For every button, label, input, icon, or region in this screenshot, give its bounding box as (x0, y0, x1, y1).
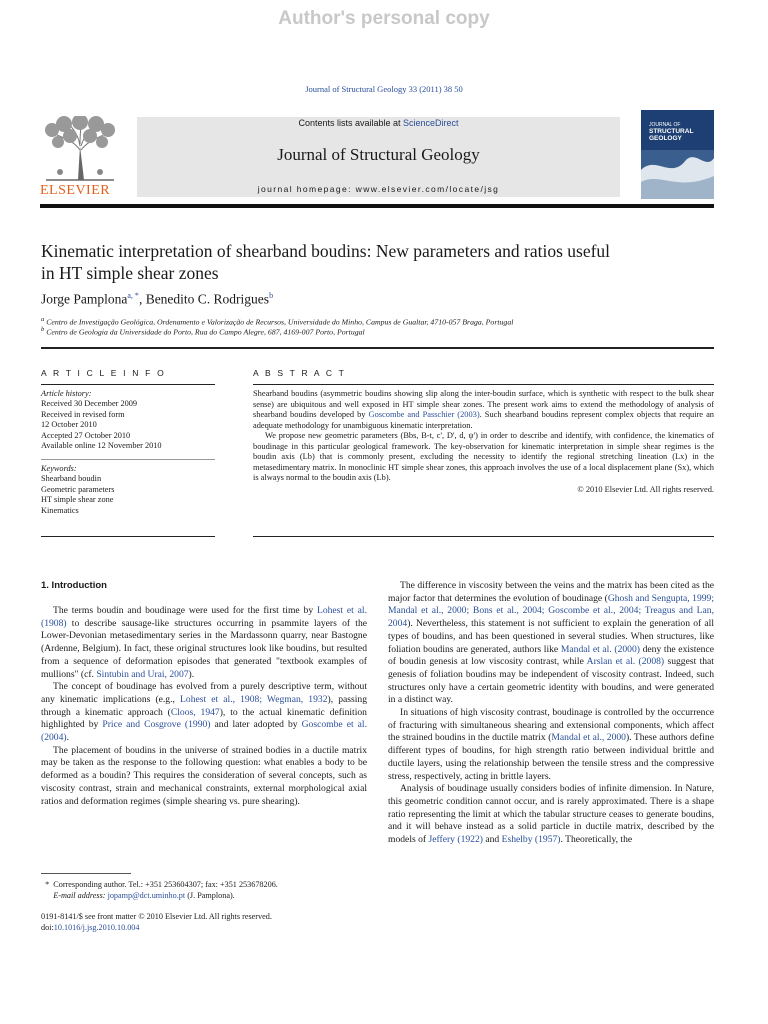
authors (41, 291, 273, 308)
abstract-paragraph-1 (253, 389, 714, 431)
paragraph-text: and later adopted by (210, 719, 302, 731)
history-revised-label: Received in revised form (41, 409, 125, 419)
intro-paragraph (41, 681, 367, 745)
paragraph-text: Analysis of boudinage usually considers bodies of infinite dimension. In Nature, this geometric condition cannot occur, and is rarely approximated. There is a shape ratio representing the limit at which the tabular structure ceases to generate boudins, and it will behave instead as a solid particle in ductile matrix, described by the models of (388, 783, 714, 846)
email-line (41, 890, 367, 901)
journal-name: Journal of Structural Geology (277, 145, 480, 164)
paragraph-text: In situations of high viscosity contrast, boudinage is controlled by the occurrence of fracturing with simultaneous shearing and extensional components, which affect the strained boudins in the ductile matrix ( (388, 707, 714, 744)
contents-line (137, 118, 620, 128)
citation-link[interactable]: Ghosh and Sengupta, 1999; Mandal et al., 2000; Bons et al., 2004; Goscombe et al., 2004; Treagus and Lan, 2004 (388, 592, 714, 630)
keywords-rule (41, 459, 215, 460)
author-2[interactable]: Benedito C. Rodrigues (145, 291, 270, 307)
right-column (388, 580, 714, 847)
abstract-rule (253, 384, 714, 385)
footnote-rule (41, 873, 131, 874)
paragraph-text: and (482, 834, 502, 846)
left-column (41, 605, 367, 808)
paragraph-text: . Theoretically, the (560, 834, 633, 846)
intro-paragraph (41, 745, 367, 809)
affiliation-divider (41, 347, 714, 349)
svg-text:STRUCTURAL: STRUCTURAL (649, 128, 694, 135)
elsevier-tree-logo-icon (40, 116, 120, 182)
footnote (41, 879, 367, 901)
title-line-2: in HT simple shear zones (41, 263, 219, 283)
citation-link[interactable]: Price and Cosgrove (1990) (102, 719, 211, 731)
history-online: Available online 12 November 2010 (41, 441, 162, 451)
svg-text:GEOLOGY: GEOLOGY (649, 135, 682, 142)
affiliation-a (41, 316, 513, 327)
email-link[interactable]: jopamp@dct.uminho.pt (107, 891, 186, 900)
paragraph-text: The concept of boudinage has evolved from a purely descriptive term, without any kinematic implications (e.g., (41, 681, 367, 705)
paragraph-text: ). Nevertheless, this statement is not sufficient to explain the generation of all types of boudins, and has been questioned in several studies. When structures, like foliation boudins are generated, authors like (388, 618, 714, 655)
paragraph-text: suggest that genesis of foliation boudins may be independent of viscosity contrast. Indeed, such structures only have a certain geometric identity with boudins, and were generated in a distinct way. (388, 656, 714, 706)
abstract-paragraph-2: We propose new geometric parameters (Bbs, B-t, c', D', d, ψ') in order to describe and identify, with confidence, the kinematics of boudinage in this particular geological framework. The key-observation for kinematic interpretation in simple shear regimes is the boudin axis (Lb) that is commonly present, excluding the necessity to identify the regional stretching lineation (Lx) in the metasedimentary matrix. In monoclinic HT simple shear zones, this approach involves the use of a local displacement plane (Sx), which is always normal to the boudin axis (Lb). (253, 431, 714, 482)
abstract-body (253, 389, 714, 495)
aff-a-mark: a (41, 316, 45, 323)
citation-link[interactable]: Mandal et al., 2000 (551, 732, 626, 744)
abstract-copyright: © 2010 Elsevier Ltd. All rights reserved. (577, 484, 714, 494)
keywords-label: Keywords: (41, 464, 77, 473)
intro-paragraph (388, 783, 714, 847)
article-title (41, 240, 721, 284)
issn-line: 0191-8141/$ see front matter © 2010 Elsevier Ltd. All rights reserved. (41, 912, 272, 921)
citation-link[interactable]: Jeffery (1922) (428, 834, 483, 846)
citation-link[interactable]: Eshelby (1957) (501, 834, 561, 846)
aff-b-mark: b (41, 326, 45, 333)
author-1[interactable]: Jorge Pamplona (41, 291, 128, 307)
affiliation-b (41, 326, 365, 337)
contents-prefix: Contents lists available at (298, 118, 404, 128)
keywords (41, 464, 215, 516)
introduction-heading: 1. Introduction (41, 580, 107, 591)
article-info-bottom-rule (41, 536, 215, 537)
author-separator: , (138, 291, 146, 307)
intro-paragraph (388, 707, 714, 783)
journal-cover-image (641, 110, 714, 199)
paragraph-text: to describe sausage-like structures occurring in psammite layers of the Lower-Devonian metasedimentary series in the Mardassonn quarry, near Bastogne (Ardenne, Belgium). In fact, these original structures look like boudins, but resulted from a sequence of deformation episodes that generated "textbook examples of mullions" (cf. (41, 617, 367, 680)
doi-line (41, 922, 367, 933)
paragraph-text: ). These authors define different types of boudins, for high strength ratio between individual brittle and ductile layers, using the relationship between the tensile stress and the compressive stress, respectively, acting in brittle layers. (388, 732, 714, 782)
history-accepted: Accepted 27 October 2010 (41, 430, 131, 440)
keyword-item: HT simple shear zone (41, 495, 114, 505)
intro-paragraph (41, 605, 367, 681)
citation-link[interactable]: Lohest et al. (1908) (41, 605, 367, 629)
aff-a-text: Centro de Investigação Geológica, Ordenamento e Valorização de Recursos, Universidade do Minho, Campus de Gualtar, 4710-057 Braga, Portugal (46, 317, 514, 327)
abstract-bottom-rule (253, 536, 714, 537)
cover-title: JOURNAL OF (649, 122, 681, 128)
abstract-p1-a: Shearband boudins (asymmetric boudins showing slip along the inter-boudin surface, which is synthetic with respect to the bulk shear sense) are ubiquitous and well exposed in HT simple shear zones. The present work aims to extend the methodology of analysis of shearband boudins developed by (253, 389, 714, 419)
article-info-rule (41, 384, 215, 385)
footnote-mark: * (45, 880, 50, 889)
front-matter (41, 911, 367, 933)
watermark: Author's personal copy (278, 8, 490, 29)
citation-link[interactable]: Arslan et al. (2008) (586, 656, 665, 668)
citation-link[interactable]: Cloos, 1947 (170, 706, 220, 718)
author-2-sup[interactable]: b (269, 291, 274, 300)
article-info-heading: A R T I C L E I N F O (41, 368, 166, 378)
article-history (41, 389, 215, 451)
paragraph-text: The difference in viscosity between the veins and the matrix has been cited as the major factor that determines the evolution of boudinage ( (388, 580, 714, 604)
aff-b-text: Centro de Geologia da Universidade do Porto, Rua do Campo Alegre, 687, 4169-007 Porto, Portugal (46, 327, 365, 337)
citation-link[interactable]: Goscombe et al. (2004) (41, 719, 367, 744)
abstract-p1-b: . Such shearband boudins represent complex objects that require an adequate methodology for unambiguous kinematic interpretation. (253, 410, 714, 430)
paragraph-text: ), passing through a kinematic approach ( (41, 693, 367, 718)
sciencedirect-link[interactable]: ScienceDirect (403, 118, 459, 128)
citation-link[interactable]: Sintubin and Urai, 2007 (96, 668, 189, 680)
journal-reference[interactable]: Journal of Structural Geology 33 (2011) 38 50 (305, 84, 463, 94)
paragraph-text: ), to the actual kinematic definition highlighted by (41, 706, 367, 731)
header-divider (40, 204, 714, 208)
paragraph-text: The placement of boudins in the universe of strained bodies in a ductile matrix may be taken as the response to the following question: what enables a body to be deformed as a boudin? This requires the consideration of several concepts, such as viscosity contrast, strain and mechanical constraints, external morphological axial ratios and deformation regimes (simple shearing vs. pure shearing). (41, 744, 367, 807)
citation-link[interactable]: Mandal et al. (2000) (560, 643, 640, 655)
history-received: Received 30 December 2009 (41, 399, 138, 409)
title-line-1: Kinematic interpretation of shearband boudins: New parameters and ratios useful (41, 241, 611, 261)
abstract-heading: A B S T R A C T (253, 368, 347, 378)
footnote-corr: Corresponding author. Tel.: +351 253604307; fax: +351 253678206. (53, 880, 278, 889)
history-revised-date: 12 October 2010 (41, 420, 97, 430)
intro-paragraph (388, 580, 714, 707)
doi-link[interactable]: 10.1016/j.jsg.2010.10.004 (53, 923, 140, 932)
citation-link[interactable]: Lohest et al., 1908; Wegman, 1932 (180, 693, 328, 705)
journal-homepage[interactable]: journal homepage: www.elsevier.com/locate/jsg (257, 184, 500, 194)
corresponding-author (41, 879, 367, 890)
author-1-sup[interactable]: a, * (127, 291, 139, 300)
doi-label: doi: (41, 923, 54, 932)
email-label: E-mail address: (53, 891, 108, 900)
elsevier-logo-text: ELSEVIER (40, 183, 111, 198)
history-label: Article history: (41, 389, 92, 398)
paragraph-text: The terms boudin and boudinage were used for the first time by (53, 605, 317, 616)
paragraph-text: ). (188, 668, 195, 680)
citation-link[interactable]: Goscombe and Passchier (2003) (368, 410, 480, 419)
paragraph-text: deny the existence of boudin genesis at low viscosity contrast, while (388, 643, 714, 668)
email-suffix: (J. Pamplona). (185, 891, 235, 900)
paragraph-text: . (66, 732, 69, 744)
keyword-item: Geometric parameters (41, 484, 115, 494)
keyword-item: Shearband boudin (41, 474, 102, 484)
keyword-item: Kinematics (41, 505, 79, 515)
